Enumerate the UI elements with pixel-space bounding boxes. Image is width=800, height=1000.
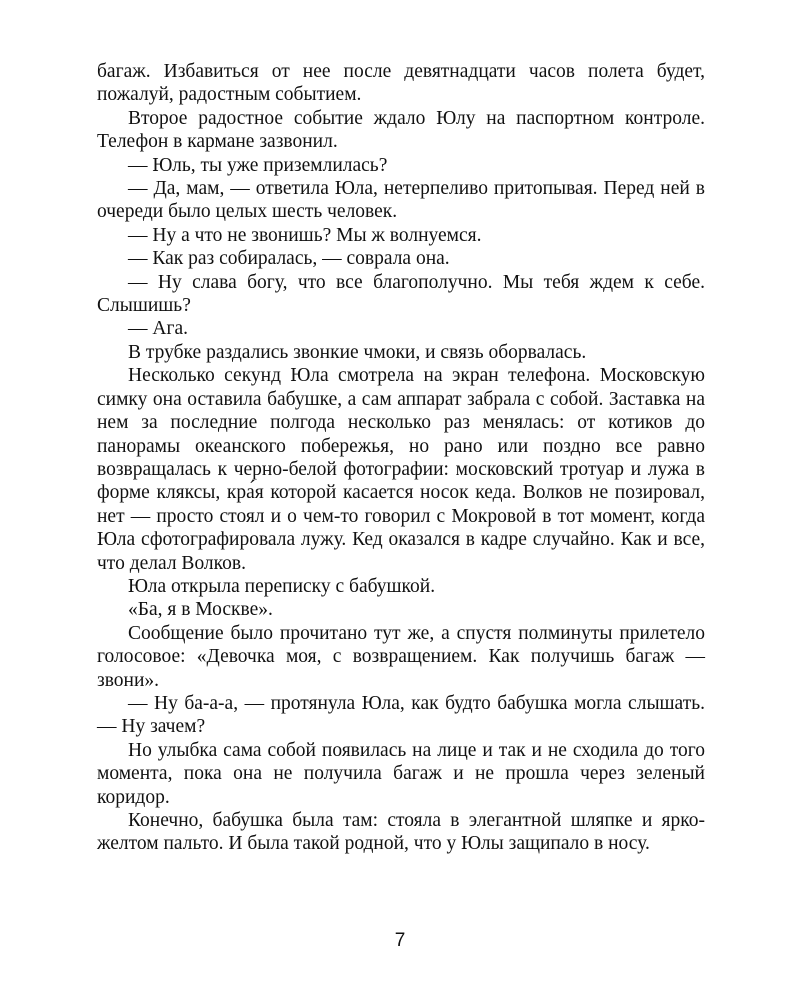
paragraph: «Ба, я в Москве».: [128, 599, 273, 621]
dialogue-line: — Как раз собиралась, — соврала она.: [128, 248, 450, 270]
paragraph: Сообщение было прочитано тут же, а спустя полминуты прилетело голосовое: «Девочка моя, с возвращением. Как получишь багаж — звони».: [97, 622, 705, 691]
dialogue-line: — Ну слава богу, что все благополучно. Мы тебя ждем к себе. Слышишь?: [97, 271, 705, 317]
paragraph: Конечно, бабушка была там: стояла в элегантной шляпке и ярко-желтом пальто. И была такой родной, что у Юлы защипало в носу.: [97, 810, 705, 855]
paragraph: В трубке раздались звонкие чмоки, и связь оборвалась.: [128, 341, 587, 363]
paragraph: Юла открыла переписку с бабушкой.: [128, 575, 436, 597]
dialogue-line: — Ну ба-а-а, — протянула Юла, как будто бабушка могла слышать. — Ну зачем?: [97, 692, 705, 738]
paragraph: Второе радостное событие ждало Юлу на паспортном контроле. Телефон в кармане зазвонил.: [97, 107, 705, 153]
dialogue-line: — Ага.: [128, 318, 188, 340]
dialogue-line: — Юль, ты уже приземлилась?: [128, 154, 388, 176]
paragraph: багаж. Избавиться от нее после девятнадцати часов полета будет, пожалуй, радостным событием.: [97, 61, 705, 106]
paragraph: Несколько секунд Юла смотрела на экран телефона. Московскую симку она оставила бабушке, а сам аппарат забрала с собой. Заставка на нем за последние полгода несколько раз менялась: от котиков до панорамы океанского побережья, но рано или поздно все равно возвращалась к черно-белой фотографии: московский тротуар и лужа в форме кляксы, кра́я которой касается носок кеда. Волков не позировал, нет — просто стоял и о чем-то говорил с Мокровой в тот момент, когда Юла сфотографировала лужу. Кед оказался в кадре случайно. Как и все, что делал Волков.: [97, 365, 705, 574]
dialogue-line: — Ну а что не звонишь? Мы ж волнуемся.: [128, 224, 482, 246]
dialogue-line: — Да, мам, — ответила Юла, нетерпеливо притопывая. Перед ней в очереди было целых шесть человек.: [97, 178, 705, 223]
page-number: 7: [394, 930, 406, 951]
paragraph: Но улыбка сама собой появилась на лице и так и не сходила до того момента, пока она не получила багаж и не прошла через зеленый коридор.: [97, 739, 705, 808]
body-text: [97, 60, 705, 856]
